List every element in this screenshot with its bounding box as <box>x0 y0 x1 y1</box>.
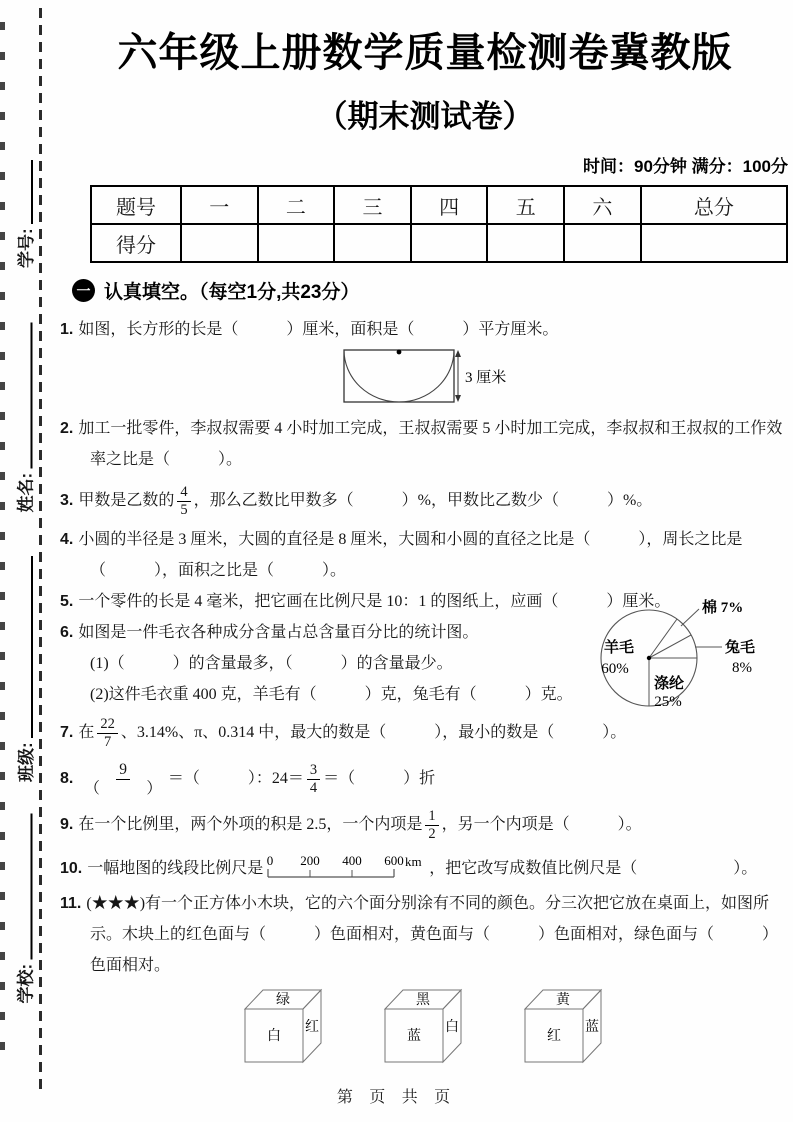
fraction-denominator: （ ） <box>84 779 162 797</box>
rectangle-semicircle-figure <box>343 348 523 408</box>
pie-label-polyester: 涤纶 <box>653 676 685 692</box>
score-empty-cell <box>564 224 641 262</box>
score-table <box>90 185 788 263</box>
score-table-cell: 六 <box>564 186 641 224</box>
fraction-numerator: 9 <box>116 761 130 780</box>
score-empty-cell <box>334 224 411 262</box>
question-6-sub-2: (2)这件毛衣重 400 克，羊毛有（ ）克，兔毛有（ ）克。 <box>90 686 573 703</box>
question-text: ＝（ ）折 <box>323 770 436 787</box>
question-number: 10. <box>60 860 83 877</box>
question-text: 一幅地图的线段比例尺是 <box>87 860 264 877</box>
score-table-cell: 五 <box>487 186 564 224</box>
school-field <box>9 799 39 1004</box>
score-table-cell: 四 <box>411 186 488 224</box>
cube-front-label: 白 <box>267 1029 281 1044</box>
student-name-field <box>9 308 39 513</box>
question-number: 11. <box>60 895 82 912</box>
scale-unit: km <box>405 854 422 869</box>
question-text: 如图是一件毛衣各种成分含量占总含量百分比的统计图。 <box>78 624 479 641</box>
score-table-cell: 一 <box>181 186 258 224</box>
pie-value-rabbit: 8% <box>732 660 752 676</box>
question-text: ，把它改写成数值比例尺是（ ）。 <box>429 860 758 877</box>
cube-figure-1 <box>242 985 332 1065</box>
fraction-numerator: 4 <box>177 484 190 502</box>
score-table-cell: 三 <box>334 186 411 224</box>
student-id-field <box>9 148 39 268</box>
question-text: 在 <box>78 724 95 741</box>
scale-tick-600: 600 <box>384 853 405 868</box>
section-1-title: 认真填空。（每空1分,共23分） <box>104 282 360 303</box>
cube-figure-3 <box>522 985 612 1065</box>
scale-tick-0: 0 <box>267 853 274 868</box>
main-content <box>60 0 790 1065</box>
section-one-badge-icon: 一 <box>72 279 95 302</box>
question-number: 8. <box>60 770 74 787</box>
question-number: 6. <box>60 624 74 641</box>
question-number: 4. <box>60 531 74 548</box>
fraction-denominator: 2 <box>428 825 436 842</box>
score-empty-cell <box>411 224 488 262</box>
page-edge-marks <box>0 22 5 1062</box>
score-empty-cell <box>258 224 335 262</box>
question-text: 一个零件的长是 4 毫米，把它画在比例尺是 10：1 的图纸上，应画（ ）厘米。 <box>78 593 671 610</box>
cube-figures <box>242 985 790 1065</box>
fraction-denominator: 4 <box>309 779 318 796</box>
class-blank-line <box>16 556 33 738</box>
class-field <box>9 542 39 782</box>
score-table-cell: 得分 <box>91 224 181 262</box>
fraction <box>307 762 320 796</box>
question-text: 在一个比例里，两个外项的积是 2.5，一个内项是 <box>78 816 423 833</box>
question-6-block <box>60 617 580 710</box>
question-text: 加工一批零件，李叔叔需要 4 小时加工完成，王叔叔需要 5 小时加工完成，李叔叔和王叔叔的工作效率之比是（ ）。 <box>78 420 783 468</box>
question-1 <box>60 314 790 345</box>
seal-dashed-line <box>39 8 42 1096</box>
page-title: 六年级上册数学质量检测卷冀教版 <box>117 31 733 75</box>
cube-figure-2 <box>382 985 472 1065</box>
school-blank-line <box>15 814 32 960</box>
student-id-blank-line <box>16 160 33 224</box>
school-label: 学校: <box>16 963 35 1004</box>
score-table-score-row <box>91 224 787 262</box>
exam-meta: 时间：90分钟 满分：100分 <box>583 157 788 176</box>
score-table-header-row <box>91 186 787 224</box>
question-6 <box>60 617 580 648</box>
question-9 <box>60 805 790 845</box>
question-number: 9. <box>60 816 74 833</box>
question-number: 5. <box>60 593 74 610</box>
center-dot <box>397 350 402 355</box>
cube-top-label: 黄 <box>556 993 570 1008</box>
fraction-denominator: 5 <box>180 501 188 518</box>
student-name-label: 姓名: <box>16 472 35 513</box>
cube-top-label: 绿 <box>276 993 290 1008</box>
fraction <box>425 808 438 842</box>
score-empty-cell <box>181 224 258 262</box>
question-text: 、3.14%、π、0.314 中，最大的数是（ ），最小的数是（ ）。 <box>120 724 627 741</box>
fraction-numerator: 1 <box>425 808 438 826</box>
cube-side-label: 白 <box>445 1020 459 1035</box>
cube-side-label: 红 <box>305 1020 319 1035</box>
fraction <box>177 484 190 518</box>
pie-chart <box>585 588 793 766</box>
question-number: 3. <box>60 492 74 509</box>
fraction-numerator: 22 <box>97 716 118 734</box>
dimension-label: 3 厘米 <box>465 370 507 386</box>
pie-label-rabbit: 兔毛 <box>725 640 756 656</box>
question-text: (★★★)有一个正方体小木块，它的六个面分别涂有不同的颜色。分三次把它放在桌面上，如图所示。木块上的红色面与（ ）色面相对，黄色面与（ ）色面相对，绿色面与（ ）色面相对。 <box>86 895 779 974</box>
question-number: 7. <box>60 724 74 741</box>
page-footer: 第 页 共 页 <box>336 1089 457 1106</box>
class-label: 班级: <box>16 742 36 782</box>
question-4 <box>60 524 790 586</box>
question-text: ，另一个内项是（ ）。 <box>441 816 642 833</box>
question-number: 2. <box>60 420 74 437</box>
pie-value-wool: 60% <box>601 661 629 677</box>
question-text: 小圆的半径是 3 厘米，大圆的直径是 8 厘米，大圆和小圆的直径之比是（ ），周长之比是（ ），面积之比是（ ）。 <box>78 531 743 579</box>
map-scale-bar <box>265 853 427 880</box>
score-table-cell: 总分 <box>641 186 787 224</box>
question-11 <box>60 888 790 981</box>
section-1-header <box>72 277 790 304</box>
pie-center-dot <box>647 656 651 660</box>
fraction <box>97 716 118 750</box>
question-text: 甲数是乙数的 <box>78 492 175 509</box>
score-empty-cell <box>487 224 564 262</box>
pie-label-cotton: 棉 7% <box>702 600 744 616</box>
question-3 <box>60 481 790 521</box>
question-2 <box>60 413 790 475</box>
fraction <box>81 761 165 798</box>
student-id-label: 学号: <box>16 228 36 268</box>
fraction-numerator: 3 <box>307 762 320 780</box>
question-text: 如图，长方形的长是（ ）厘米，面积是（ ）平方厘米。 <box>78 321 559 338</box>
score-empty-cell <box>641 224 787 262</box>
question-10 <box>60 851 790 886</box>
page-subtitle: （期末测试卷） <box>316 99 534 134</box>
question-6-sub-1: (1)（ ）的含量最多，（ ）的含量最少。 <box>90 655 453 672</box>
student-name-blank-line <box>15 323 32 469</box>
question-text: ＝（ ）：24＝ <box>167 770 304 787</box>
scale-tick-400: 400 <box>342 853 363 868</box>
pie-value-polyester: 25% <box>654 694 682 710</box>
cube-side-label: 蓝 <box>585 1020 599 1035</box>
score-table-cell: 题号 <box>91 186 181 224</box>
fraction-denominator: 7 <box>103 733 112 750</box>
cube-top-label: 黑 <box>416 993 430 1008</box>
question-text: ，那么乙数比甲数多（ ）%，甲数比乙数少（ ）%。 <box>193 492 653 509</box>
cube-front-label: 红 <box>547 1029 561 1044</box>
score-table-cell: 二 <box>258 186 335 224</box>
cube-front-label: 蓝 <box>407 1029 421 1044</box>
scale-tick-200: 200 <box>300 853 321 868</box>
question-number: 1. <box>60 321 74 338</box>
pie-label-wool: 羊毛 <box>603 640 635 656</box>
